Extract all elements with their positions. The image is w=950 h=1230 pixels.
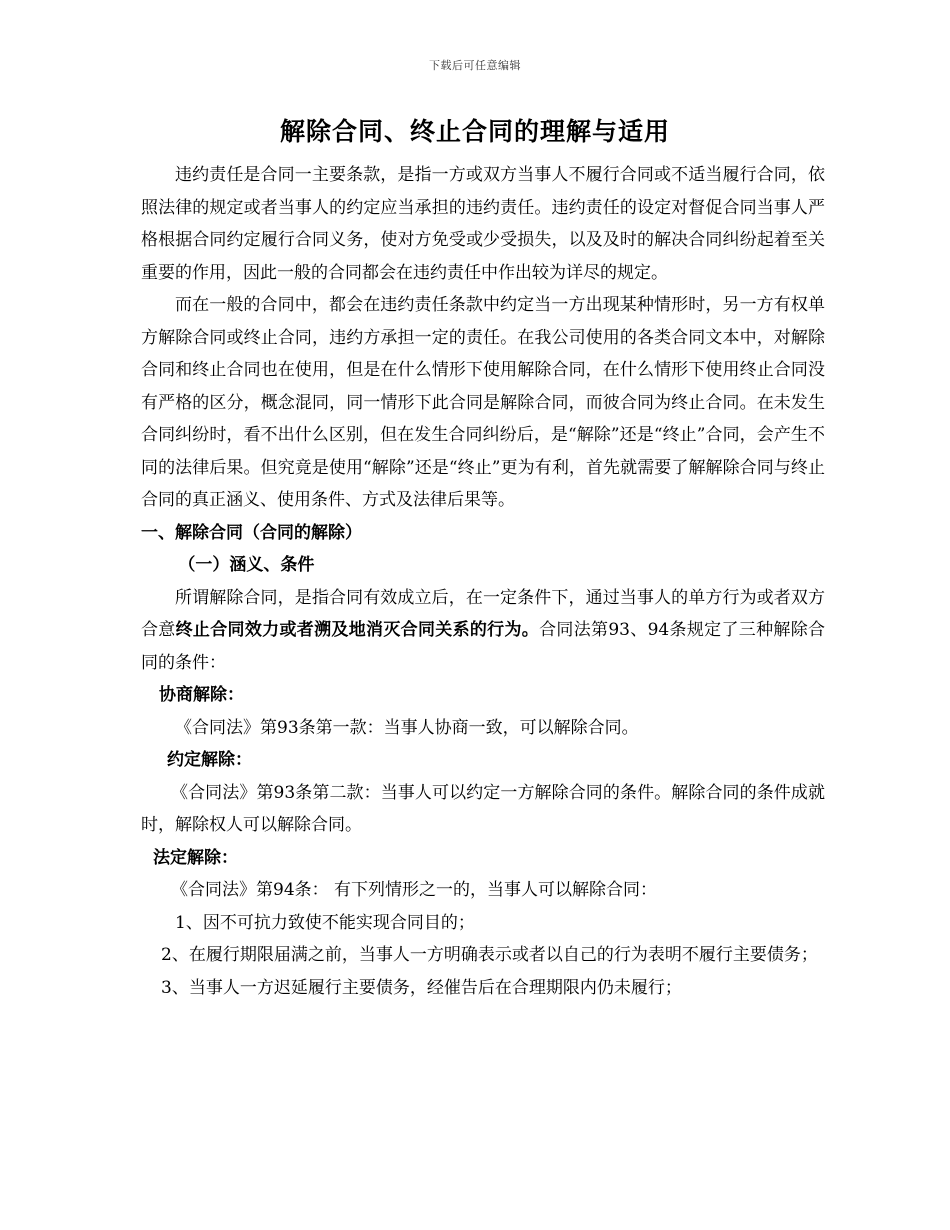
list-item-3: 3、当事人一方迟延履行主要债务，经催告后在合理期限内仍未履行；	[161, 977, 682, 998]
document-title: 解除合同、终止合同的理解与适用	[279, 117, 670, 146]
condition-heading-statutory: 法定解除：	[153, 847, 238, 868]
condition-text-negotiated: 《合同法》第93条第一款：当事人协商一致，可以解除合同。	[175, 717, 639, 738]
paragraph-context	[141, 289, 825, 517]
subsection-heading-1: （一）涵义、条件	[178, 555, 315, 575]
condition-heading-negotiated: 协商解除：	[159, 685, 244, 705]
section-heading-1: 一、解除合同（合同的解除）	[141, 522, 362, 543]
paragraph-context-text: 而在一般的合同中，都会在违约责任条款中约定当一方出现某种情形时，另一方有权单方解除合同或终止合同，违约方承担一定的责任。在我公司使用的各类合同文本中，对解除合同和终止合同也在使用，但是在什么情形下使用解除合同，在什么情形下使用终止合同没有严格的区分，概念混同，同一情形下此合同是解除合同，而彼合同为终止合同。在未发生合同纠纷时，看不出什么区别，但在发生合同纠纷后，是“解除”还是“终止”合同，会产生不同的法律后果。但究竟是使用“解除”还是“终止”更为有利，首先就需要了解解除合同与终止合同的真正涵义、使用条件、方式及法律后果等。	[141, 295, 825, 510]
paragraph-definition	[141, 582, 825, 680]
list-item-2: 2、在履行期限届满之前，当事人一方明确表示或者以自己的行为表明不履行主要债务；	[161, 945, 818, 965]
definition-text-bold: 终止合同效力或者溯及地消灭合同关系的行为。	[175, 620, 540, 640]
paragraph-intro-text: 违约责任是合同一主要条款，是指一方或双方当事人不履行合同或不适当履行合同，依照法律的规定或者当事人的约定应当承担的违约责任。违约责任的设定对督促合同当事人严格根据合同约定履行合同义务，使对方免受或少受损失，以及及时的解决合同纠纷起着至关重要的作用，因此一般的合同都会在违约责任中作出较为详尽的规定。	[141, 165, 825, 283]
list-item-1: 1、因不可抗力致使不能实现合同目的；	[175, 912, 475, 933]
condition-heading-agreed: 约定解除：	[167, 750, 252, 770]
definition-text-end: 合同法第93、94条规定了三种解除合同的条件：	[141, 620, 826, 673]
page-header: 下载后可任意编辑	[429, 59, 521, 72]
definition-text-start: 所谓解除合同，是指合同有效成立后，在一定条件下，通过当事人的单方行为或者双方合意	[141, 587, 825, 640]
document-body	[141, 159, 825, 1004]
condition-text-agreed: 《合同法》第93条第二款：当事人可以约定一方解除合同的条件。解除合同的条件成就时，解除权人可以解除合同。	[141, 782, 825, 835]
condition-text-statutory: 《合同法》第94条： 有下列情形之一的，当事人可以解除合同：	[171, 880, 658, 900]
paragraph-intro	[141, 159, 825, 289]
